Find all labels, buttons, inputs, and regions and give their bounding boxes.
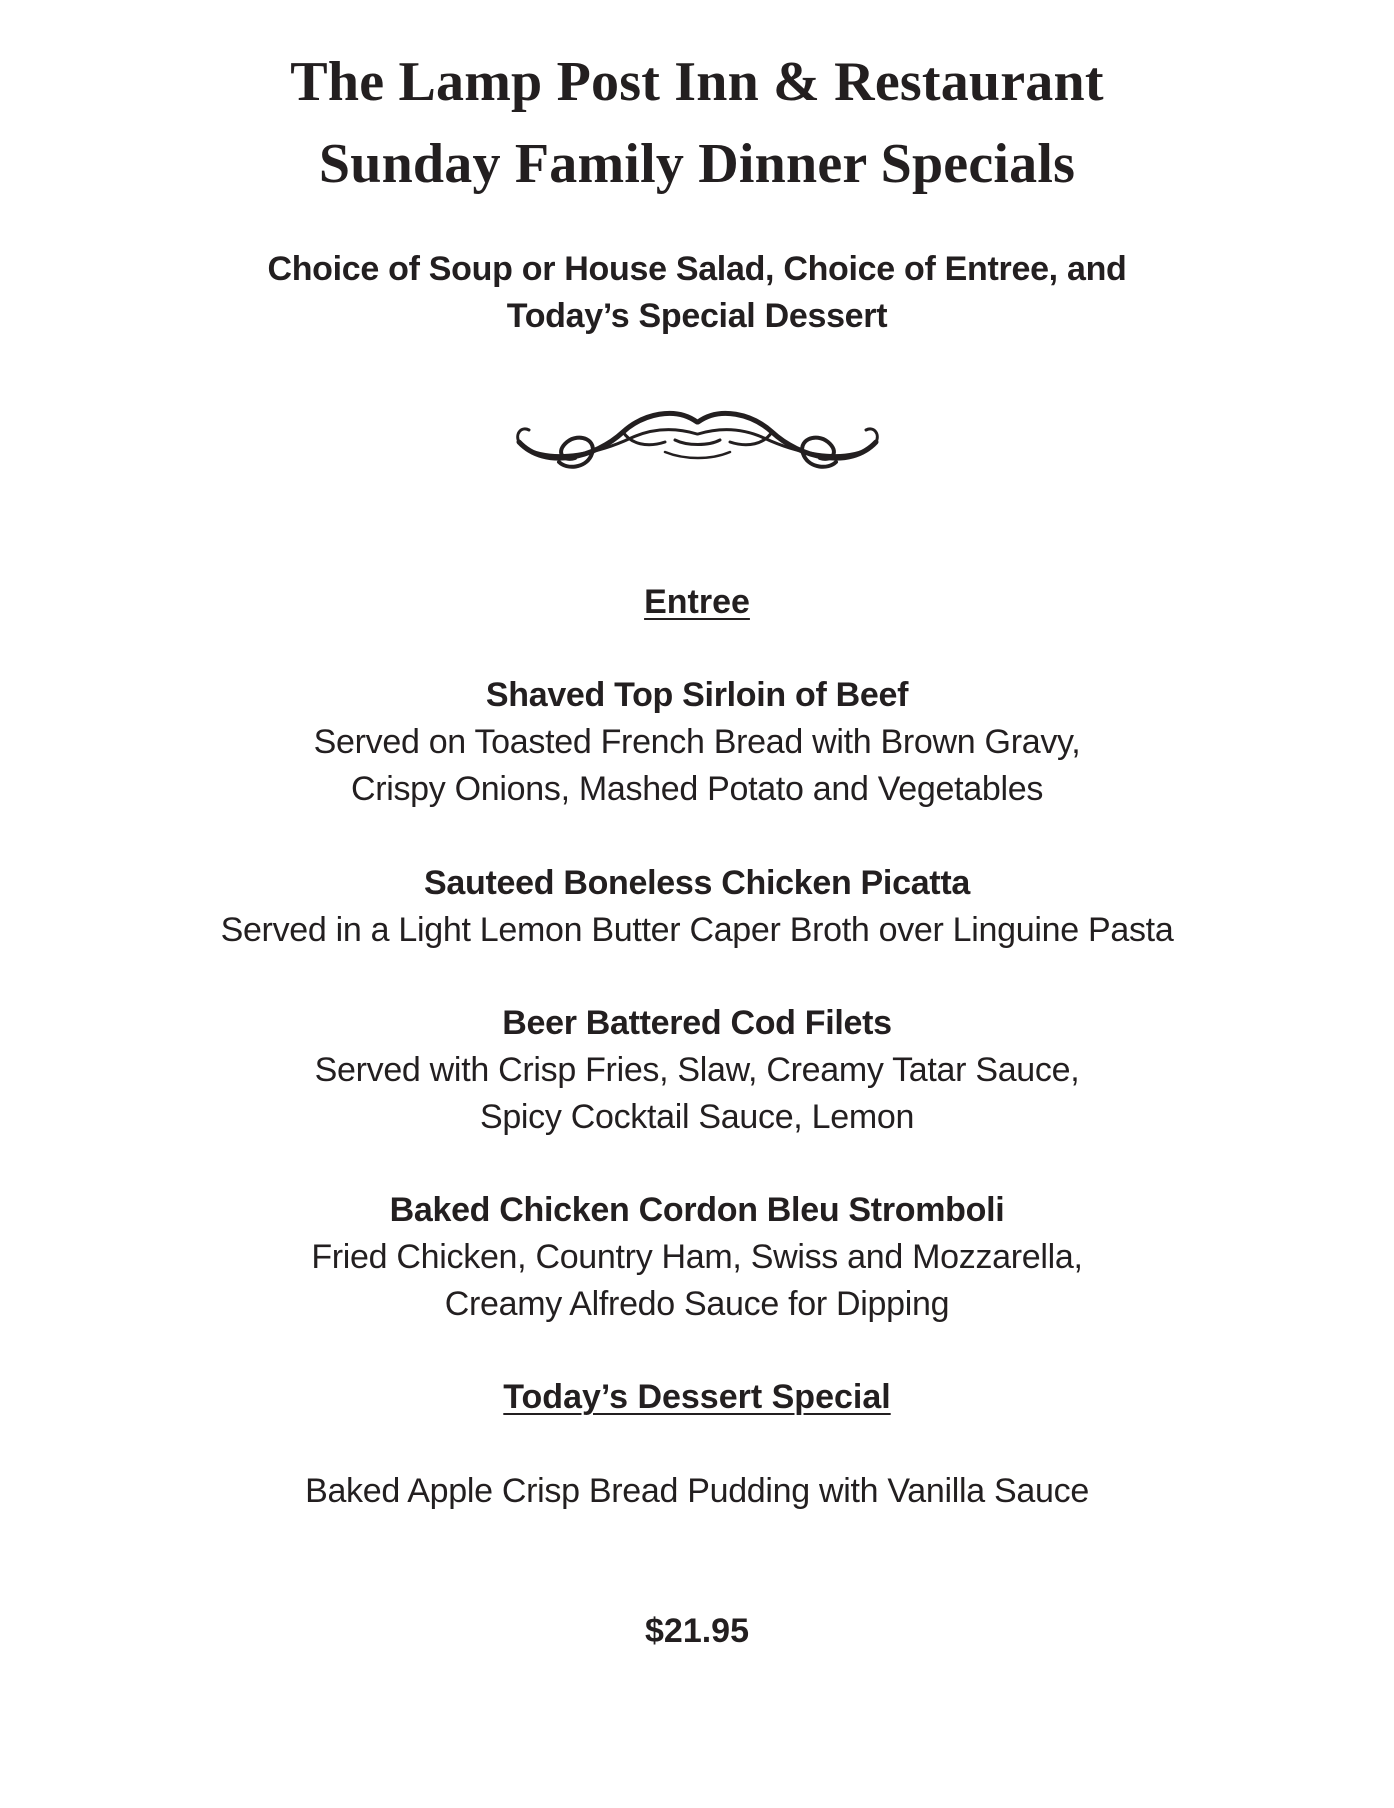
entree-heading: Entree [644, 583, 750, 621]
menu-item-name: Baked Chicken Cordon Bleu Stromboli [389, 1191, 1005, 1229]
menu-item-description: Creamy Alfredo Sauce for Dipping [444, 1285, 950, 1323]
menu-title: Sunday Family Dinner Specials [318, 133, 1076, 195]
menu-subtitle-line1: Choice of Soup or House Salad, Choice of Entree, and [267, 250, 1127, 288]
menu-subtitle-line2: Today’s Special Dessert [506, 297, 888, 335]
menu-item-description: Fried Chicken, Country Ham, Swiss and Mozzarella, [311, 1238, 1083, 1276]
menu-item-description: Served on Toasted French Bread with Brown Gravy, [313, 723, 1081, 761]
dessert-description: Baked Apple Crisp Bread Pudding with Vanilla Sauce [305, 1472, 1089, 1510]
dessert-heading: Today’s Dessert Special [503, 1378, 891, 1416]
menu-item-description: Spicy Cocktail Sauce, Lemon [479, 1098, 915, 1136]
restaurant-name: The Lamp Post Inn & Restaurant [290, 51, 1104, 113]
menu-item-name: Shaved Top Sirloin of Beef [485, 676, 909, 714]
menu-item-description: Served with Crisp Fries, Slaw, Creamy Tatar Sauce, [314, 1051, 1080, 1089]
menu-item-description: Crispy Onions, Mashed Potato and Vegetables [350, 770, 1044, 808]
menu-item-name: Beer Battered Cod Filets [502, 1004, 892, 1042]
menu-item-name: Sauteed Boneless Chicken Picatta [424, 864, 970, 902]
scroll-flourish-icon [515, 400, 880, 480]
menu-price: $21.95 [645, 1612, 749, 1650]
menu-item-description: Served in a Light Lemon Butter Caper Broth over Linguine Pasta [220, 911, 1174, 949]
